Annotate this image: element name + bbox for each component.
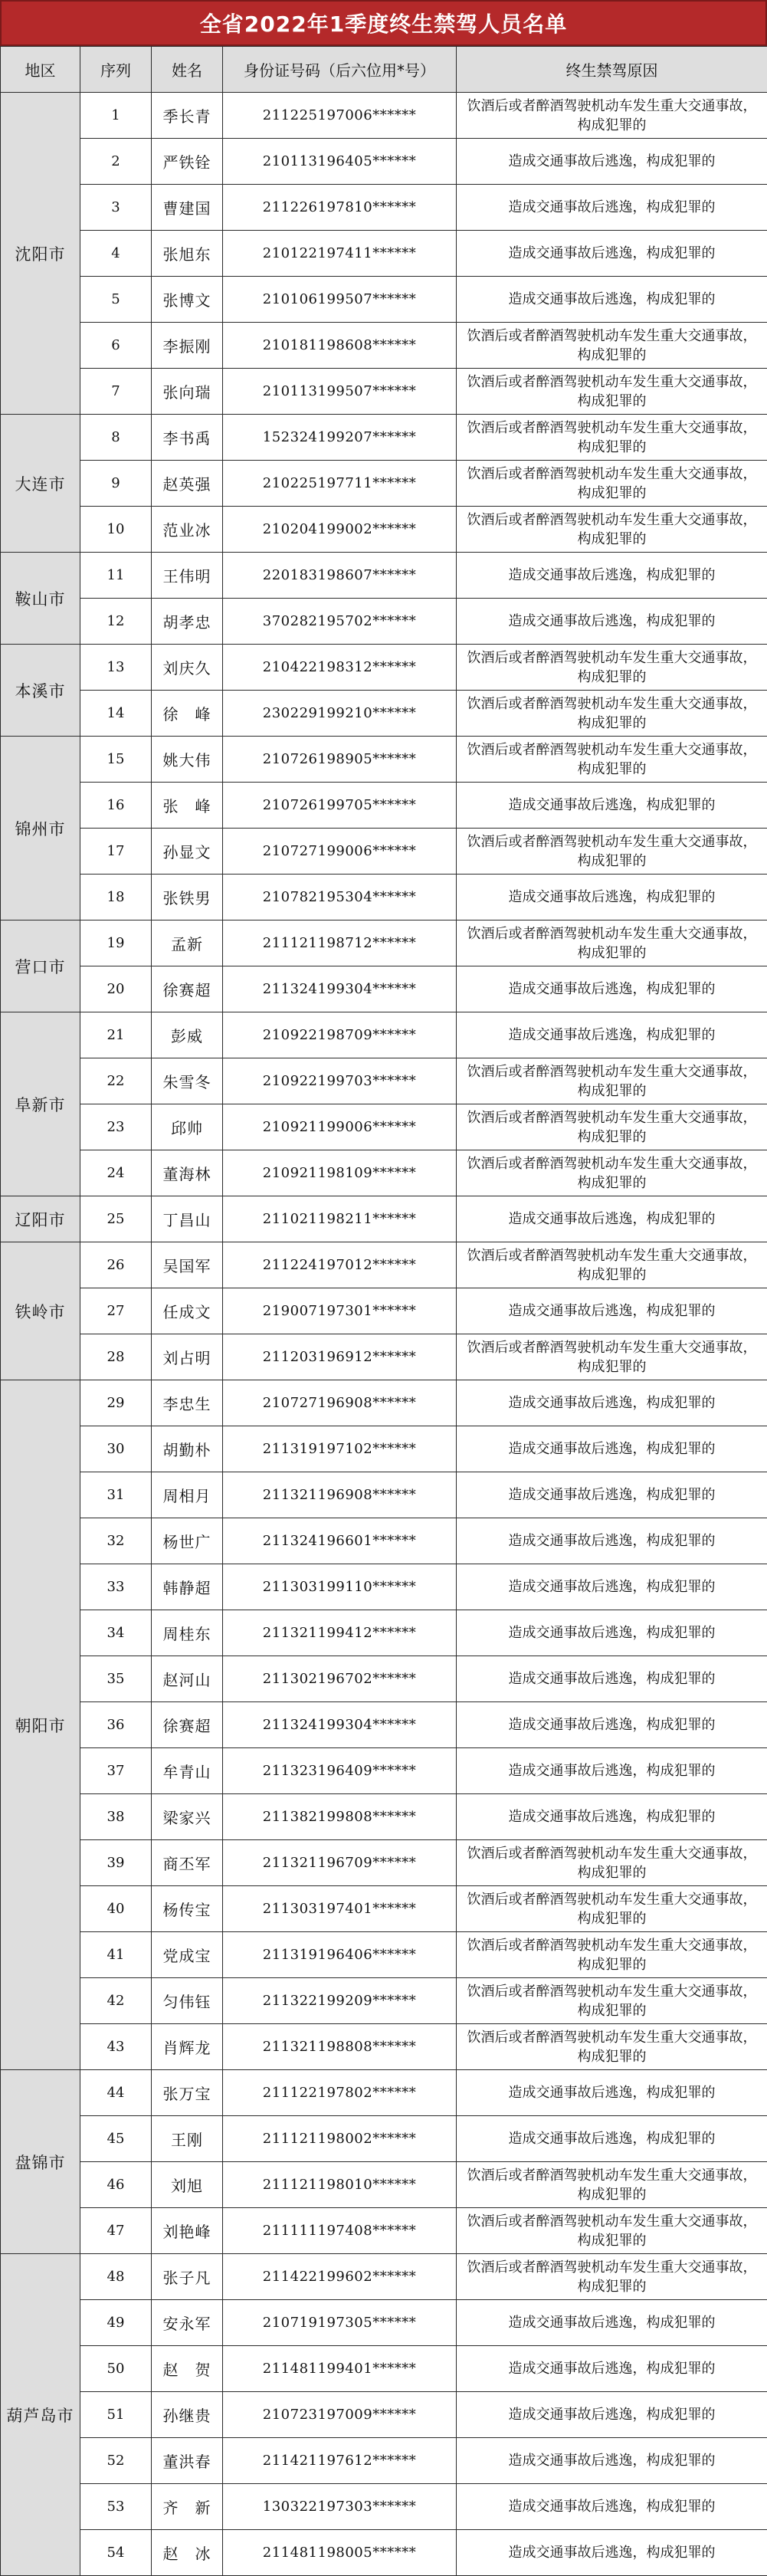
region-cell: 葫芦岛市 <box>1 2254 80 2576</box>
reason-cell: 饮酒后或者醉酒驾驶机动车发生重大交通事故，构成犯罪的 <box>457 1978 767 2024</box>
no-cell: 16 <box>80 783 152 829</box>
no-cell: 13 <box>80 645 152 691</box>
reason-cell: 造成交通事故后逃逸，构成犯罪的 <box>457 1196 767 1242</box>
region-cell: 辽阳市 <box>1 1196 80 1242</box>
id-cell: 210727196908****** <box>223 1380 457 1426</box>
reason-cell: 饮酒后或者醉酒驾驶机动车发生重大交通事故，构成犯罪的 <box>457 920 767 966</box>
no-cell: 31 <box>80 1472 152 1518</box>
id-cell: 211319196406****** <box>223 1932 457 1978</box>
name-cell: 刘旭 <box>152 2162 223 2208</box>
id-cell: 211121198010****** <box>223 2162 457 2208</box>
reason-cell: 造成交通事故后逃逸，构成犯罪的 <box>457 1426 767 1472</box>
reason-cell: 造成交通事故后逃逸，构成犯罪的 <box>457 231 767 277</box>
table-row <box>1 1978 767 2024</box>
reason-cell: 造成交通事故后逃逸，构成犯罪的 <box>457 2530 767 2576</box>
name-cell: 匀伟钰 <box>152 1978 223 2024</box>
name-cell: 李忠生 <box>152 1380 223 1426</box>
table-header <box>1 47 767 93</box>
no-cell: 19 <box>80 920 152 966</box>
no-cell: 29 <box>80 1380 152 1426</box>
region-cell: 大连市 <box>1 415 80 553</box>
no-cell: 4 <box>80 231 152 277</box>
header-region: 地区 <box>1 47 80 93</box>
name-cell: 邱帅 <box>152 1104 223 1150</box>
no-cell: 12 <box>80 599 152 645</box>
table-row <box>1 1656 767 1702</box>
no-cell: 53 <box>80 2484 152 2530</box>
name-cell: 赵 贺 <box>152 2346 223 2392</box>
header-no: 序列 <box>80 47 152 93</box>
header-row <box>1 47 767 93</box>
table-row <box>1 1012 767 1058</box>
id-cell: 210723197009****** <box>223 2392 457 2438</box>
table-row <box>1 369 767 415</box>
name-cell: 王刚 <box>152 2116 223 2162</box>
id-cell: 211421197612****** <box>223 2438 457 2484</box>
reason-cell: 饮酒后或者醉酒驾驶机动车发生重大交通事故，构成犯罪的 <box>457 645 767 691</box>
id-cell: 211121198712****** <box>223 920 457 966</box>
name-cell: 徐赛超 <box>152 1702 223 1748</box>
reason-cell: 造成交通事故后逃逸，构成犯罪的 <box>457 2300 767 2346</box>
region-cell: 阜新市 <box>1 1012 80 1196</box>
reason-cell: 造成交通事故后逃逸，构成犯罪的 <box>457 2392 767 2438</box>
id-cell: 210122197411****** <box>223 231 457 277</box>
id-cell: 211323196409****** <box>223 1748 457 1794</box>
no-cell: 36 <box>80 1702 152 1748</box>
reason-cell: 造成交通事故后逃逸，构成犯罪的 <box>457 2346 767 2392</box>
table-row <box>1 1150 767 1196</box>
no-cell: 17 <box>80 829 152 875</box>
no-cell: 34 <box>80 1610 152 1656</box>
reason-cell: 饮酒后或者醉酒驾驶机动车发生重大交通事故，构成犯罪的 <box>457 1334 767 1380</box>
reason-cell: 造成交通事故后逃逸，构成犯罪的 <box>457 1288 767 1334</box>
table-row <box>1 1886 767 1932</box>
name-cell: 齐 新 <box>152 2484 223 2530</box>
name-cell: 安永军 <box>152 2300 223 2346</box>
reason-cell: 造成交通事故后逃逸，构成犯罪的 <box>457 1748 767 1794</box>
name-cell: 赵英强 <box>152 461 223 507</box>
table-row <box>1 185 767 231</box>
table-row <box>1 1610 767 1656</box>
name-cell: 范业冰 <box>152 507 223 553</box>
id-cell: 211303197401****** <box>223 1886 457 1932</box>
no-cell: 24 <box>80 1150 152 1196</box>
name-cell: 孙继贵 <box>152 2392 223 2438</box>
reason-cell: 造成交通事故后逃逸，构成犯罪的 <box>457 1472 767 1518</box>
id-cell: 211111197408****** <box>223 2208 457 2254</box>
id-cell: 211322199209****** <box>223 1978 457 2024</box>
id-cell: 210782195304****** <box>223 875 457 920</box>
no-cell: 18 <box>80 875 152 920</box>
name-cell: 张万宝 <box>152 2070 223 2116</box>
no-cell: 11 <box>80 553 152 599</box>
reason-cell: 造成交通事故后逃逸，构成犯罪的 <box>457 599 767 645</box>
no-cell: 28 <box>80 1334 152 1380</box>
region-cell: 铁岭市 <box>1 1242 80 1380</box>
no-cell: 45 <box>80 2116 152 2162</box>
name-cell: 商丕军 <box>152 1840 223 1886</box>
id-cell: 211203196912****** <box>223 1334 457 1380</box>
reason-cell: 饮酒后或者醉酒驾驶机动车发生重大交通事故，构成犯罪的 <box>457 1840 767 1886</box>
name-cell: 胡孝忠 <box>152 599 223 645</box>
no-cell: 41 <box>80 1932 152 1978</box>
name-cell: 刘占明 <box>152 1334 223 1380</box>
table-row <box>1 1748 767 1794</box>
id-cell: 230229199210****** <box>223 691 457 737</box>
reason-cell: 造成交通事故后逃逸，构成犯罪的 <box>457 1610 767 1656</box>
id-cell: 211021198211****** <box>223 1196 457 1242</box>
id-cell: 211382199808****** <box>223 1794 457 1840</box>
id-cell: 220183198607****** <box>223 553 457 599</box>
reason-cell: 造成交通事故后逃逸，构成犯罪的 <box>457 1564 767 1610</box>
id-cell: 211121198002****** <box>223 2116 457 2162</box>
table-row <box>1 1104 767 1150</box>
name-cell: 王伟明 <box>152 553 223 599</box>
name-cell: 张子凡 <box>152 2254 223 2300</box>
table-body <box>1 93 767 2576</box>
id-cell: 210922199703****** <box>223 1058 457 1104</box>
table-row <box>1 1288 767 1334</box>
no-cell: 47 <box>80 2208 152 2254</box>
table-row <box>1 1058 767 1104</box>
id-cell: 211321196908****** <box>223 1472 457 1518</box>
table-row <box>1 2116 767 2162</box>
page-title: 全省2022年1季度终生禁驾人员名单 <box>0 0 767 46</box>
id-cell: 130322197303****** <box>223 2484 457 2530</box>
name-cell: 胡勤朴 <box>152 1426 223 1472</box>
table-row <box>1 1794 767 1840</box>
table-row <box>1 1472 767 1518</box>
id-cell: 211225197006****** <box>223 93 457 139</box>
id-cell: 210922198709****** <box>223 1012 457 1058</box>
table-row <box>1 2392 767 2438</box>
no-cell: 9 <box>80 461 152 507</box>
id-cell: 211321196709****** <box>223 1840 457 1886</box>
no-cell: 38 <box>80 1794 152 1840</box>
reason-cell: 造成交通事故后逃逸，构成犯罪的 <box>457 139 767 185</box>
name-cell: 丁昌山 <box>152 1196 223 1242</box>
region-cell: 营口市 <box>1 920 80 1012</box>
no-cell: 15 <box>80 737 152 783</box>
name-cell: 刘庆久 <box>152 645 223 691</box>
no-cell: 10 <box>80 507 152 553</box>
table-row <box>1 875 767 920</box>
table-row <box>1 2070 767 2116</box>
id-cell: 210113196405****** <box>223 139 457 185</box>
no-cell: 42 <box>80 1978 152 2024</box>
no-cell: 54 <box>80 2530 152 2576</box>
name-cell: 周桂东 <box>152 1610 223 1656</box>
name-cell: 张旭东 <box>152 231 223 277</box>
table-row <box>1 231 767 277</box>
reason-cell: 造成交通事故后逃逸，构成犯罪的 <box>457 875 767 920</box>
reason-cell: 造成交通事故后逃逸，构成犯罪的 <box>457 2116 767 2162</box>
no-cell: 2 <box>80 139 152 185</box>
table-row <box>1 323 767 369</box>
no-cell: 51 <box>80 2392 152 2438</box>
reason-cell: 饮酒后或者醉酒驾驶机动车发生重大交通事故，构成犯罪的 <box>457 369 767 415</box>
no-cell: 30 <box>80 1426 152 1472</box>
id-cell: 211422199602****** <box>223 2254 457 2300</box>
table-row <box>1 645 767 691</box>
reason-cell: 造成交通事故后逃逸，构成犯罪的 <box>457 185 767 231</box>
id-cell: 211224197012****** <box>223 1242 457 1288</box>
table-row <box>1 1380 767 1426</box>
name-cell: 赵 冰 <box>152 2530 223 2576</box>
reason-cell: 造成交通事故后逃逸，构成犯罪的 <box>457 2070 767 2116</box>
table-row <box>1 1242 767 1288</box>
name-cell: 周相月 <box>152 1472 223 1518</box>
no-cell: 26 <box>80 1242 152 1288</box>
reason-cell: 饮酒后或者醉酒驾驶机动车发生重大交通事故，构成犯罪的 <box>457 2162 767 2208</box>
name-cell: 张铁男 <box>152 875 223 920</box>
table-row <box>1 277 767 323</box>
reason-cell: 造成交通事故后逃逸，构成犯罪的 <box>457 783 767 829</box>
reason-cell: 饮酒后或者醉酒驾驶机动车发生重大交通事故，构成犯罪的 <box>457 1058 767 1104</box>
no-cell: 49 <box>80 2300 152 2346</box>
region-cell: 沈阳市 <box>1 93 80 415</box>
name-cell: 彭威 <box>152 1012 223 1058</box>
name-cell: 杨世广 <box>152 1518 223 1564</box>
table-row <box>1 415 767 461</box>
id-cell: 219007197301****** <box>223 1288 457 1334</box>
no-cell: 40 <box>80 1886 152 1932</box>
table-row <box>1 1840 767 1886</box>
reason-cell: 造成交通事故后逃逸，构成犯罪的 <box>457 277 767 323</box>
id-cell: 210204199002****** <box>223 507 457 553</box>
id-cell: 211324196601****** <box>223 1518 457 1564</box>
no-cell: 27 <box>80 1288 152 1334</box>
no-cell: 7 <box>80 369 152 415</box>
table-row <box>1 2254 767 2300</box>
reason-cell: 造成交通事故后逃逸，构成犯罪的 <box>457 966 767 1012</box>
no-cell: 22 <box>80 1058 152 1104</box>
no-cell: 46 <box>80 2162 152 2208</box>
name-cell: 孟新 <box>152 920 223 966</box>
name-cell: 李书禹 <box>152 415 223 461</box>
table-row <box>1 2300 767 2346</box>
reason-cell: 造成交通事故后逃逸，构成犯罪的 <box>457 1656 767 1702</box>
name-cell: 韩静超 <box>152 1564 223 1610</box>
no-cell: 23 <box>80 1104 152 1150</box>
reason-cell: 造成交通事故后逃逸，构成犯罪的 <box>457 553 767 599</box>
reason-cell: 造成交通事故后逃逸，构成犯罪的 <box>457 1794 767 1840</box>
no-cell: 48 <box>80 2254 152 2300</box>
reason-cell: 饮酒后或者醉酒驾驶机动车发生重大交通事故，构成犯罪的 <box>457 461 767 507</box>
id-cell: 210719197305****** <box>223 2300 457 2346</box>
id-cell: 211324199304****** <box>223 1702 457 1748</box>
id-cell: 211481198005****** <box>223 2530 457 2576</box>
name-cell: 任成文 <box>152 1288 223 1334</box>
header-id: 身份证号码（后六位用*号） <box>223 47 457 93</box>
id-cell: 210181198608****** <box>223 323 457 369</box>
reason-cell: 饮酒后或者醉酒驾驶机动车发生重大交通事故，构成犯罪的 <box>457 2208 767 2254</box>
name-cell: 季长青 <box>152 93 223 139</box>
table-row <box>1 920 767 966</box>
name-cell: 徐 峰 <box>152 691 223 737</box>
reason-cell: 饮酒后或者醉酒驾驶机动车发生重大交通事故，构成犯罪的 <box>457 1886 767 1932</box>
no-cell: 39 <box>80 1840 152 1886</box>
id-cell: 210726199705****** <box>223 783 457 829</box>
name-cell: 牟青山 <box>152 1748 223 1794</box>
table-row <box>1 1334 767 1380</box>
name-cell: 姚大伟 <box>152 737 223 783</box>
id-cell: 210726198905****** <box>223 737 457 783</box>
reason-cell: 饮酒后或者醉酒驾驶机动车发生重大交通事故，构成犯罪的 <box>457 415 767 461</box>
reason-cell: 饮酒后或者醉酒驾驶机动车发生重大交通事故，构成犯罪的 <box>457 93 767 139</box>
id-cell: 210727199006****** <box>223 829 457 875</box>
reason-cell: 造成交通事故后逃逸，构成犯罪的 <box>457 2484 767 2530</box>
name-cell: 严铁铨 <box>152 139 223 185</box>
name-cell: 张 峰 <box>152 783 223 829</box>
table-row <box>1 783 767 829</box>
reason-cell: 饮酒后或者醉酒驾驶机动车发生重大交通事故，构成犯罪的 <box>457 1242 767 1288</box>
no-cell: 3 <box>80 185 152 231</box>
reason-cell: 饮酒后或者醉酒驾驶机动车发生重大交通事故，构成犯罪的 <box>457 829 767 875</box>
table-row <box>1 2208 767 2254</box>
no-cell: 52 <box>80 2438 152 2484</box>
name-cell: 张博文 <box>152 277 223 323</box>
banned-drivers-table <box>0 46 767 2576</box>
reason-cell: 饮酒后或者醉酒驾驶机动车发生重大交通事故，构成犯罪的 <box>457 1932 767 1978</box>
name-cell: 朱雪冬 <box>152 1058 223 1104</box>
reason-cell: 饮酒后或者醉酒驾驶机动车发生重大交通事故，构成犯罪的 <box>457 737 767 783</box>
id-cell: 211321199412****** <box>223 1610 457 1656</box>
id-cell: 211122197802****** <box>223 2070 457 2116</box>
reason-cell: 造成交通事故后逃逸，构成犯罪的 <box>457 1518 767 1564</box>
table-row <box>1 691 767 737</box>
id-cell: 211321198808****** <box>223 2024 457 2070</box>
table-row <box>1 2024 767 2070</box>
id-cell: 211319197102****** <box>223 1426 457 1472</box>
id-cell: 210113199507****** <box>223 369 457 415</box>
region-cell: 本溪市 <box>1 645 80 737</box>
table-row <box>1 599 767 645</box>
region-cell: 锦州市 <box>1 737 80 920</box>
header-name: 姓名 <box>152 47 223 93</box>
id-cell: 210921199006****** <box>223 1104 457 1150</box>
id-cell: 211481199401****** <box>223 2346 457 2392</box>
no-cell: 43 <box>80 2024 152 2070</box>
name-cell: 孙显文 <box>152 829 223 875</box>
name-cell: 董洪春 <box>152 2438 223 2484</box>
table-row <box>1 1426 767 1472</box>
name-cell: 刘艳峰 <box>152 2208 223 2254</box>
no-cell: 32 <box>80 1518 152 1564</box>
table-row <box>1 1932 767 1978</box>
table-row <box>1 966 767 1012</box>
name-cell: 徐赛超 <box>152 966 223 1012</box>
table-row <box>1 1702 767 1748</box>
name-cell: 杨传宝 <box>152 1886 223 1932</box>
name-cell: 党成宝 <box>152 1932 223 1978</box>
reason-cell: 造成交通事故后逃逸，构成犯罪的 <box>457 1012 767 1058</box>
id-cell: 210225197711****** <box>223 461 457 507</box>
name-cell: 梁家兴 <box>152 1794 223 1840</box>
table-row <box>1 93 767 139</box>
no-cell: 35 <box>80 1656 152 1702</box>
id-cell: 370282195702****** <box>223 599 457 645</box>
no-cell: 6 <box>80 323 152 369</box>
table-row <box>1 553 767 599</box>
id-cell: 211302196702****** <box>223 1656 457 1702</box>
table-row <box>1 829 767 875</box>
table-row <box>1 2346 767 2392</box>
reason-cell: 饮酒后或者醉酒驾驶机动车发生重大交通事故，构成犯罪的 <box>457 1150 767 1196</box>
reason-cell: 饮酒后或者醉酒驾驶机动车发生重大交通事故，构成犯罪的 <box>457 2254 767 2300</box>
table-row <box>1 507 767 553</box>
region-cell: 盘锦市 <box>1 2070 80 2254</box>
no-cell: 8 <box>80 415 152 461</box>
id-cell: 211303199110****** <box>223 1564 457 1610</box>
no-cell: 33 <box>80 1564 152 1610</box>
no-cell: 20 <box>80 966 152 1012</box>
table-row <box>1 737 767 783</box>
name-cell: 张向瑞 <box>152 369 223 415</box>
reason-cell: 饮酒后或者醉酒驾驶机动车发生重大交通事故，构成犯罪的 <box>457 507 767 553</box>
name-cell: 李振刚 <box>152 323 223 369</box>
id-cell: 211226197810****** <box>223 185 457 231</box>
region-cell: 朝阳市 <box>1 1380 80 2070</box>
id-cell: 152324199207****** <box>223 415 457 461</box>
no-cell: 50 <box>80 2346 152 2392</box>
reason-cell: 饮酒后或者醉酒驾驶机动车发生重大交通事故，构成犯罪的 <box>457 2024 767 2070</box>
table-row <box>1 1518 767 1564</box>
reason-cell: 造成交通事故后逃逸，构成犯罪的 <box>457 2438 767 2484</box>
id-cell: 211324199304****** <box>223 966 457 1012</box>
name-cell: 肖辉龙 <box>152 2024 223 2070</box>
reason-cell: 饮酒后或者醉酒驾驶机动车发生重大交通事故，构成犯罪的 <box>457 1104 767 1150</box>
table-row <box>1 1196 767 1242</box>
region-cell: 鞍山市 <box>1 553 80 645</box>
no-cell: 37 <box>80 1748 152 1794</box>
no-cell: 44 <box>80 2070 152 2116</box>
no-cell: 1 <box>80 93 152 139</box>
id-cell: 210422198312****** <box>223 645 457 691</box>
table-row <box>1 2162 767 2208</box>
no-cell: 21 <box>80 1012 152 1058</box>
name-cell: 吴国军 <box>152 1242 223 1288</box>
table-row <box>1 2484 767 2530</box>
table-row <box>1 1564 767 1610</box>
reason-cell: 饮酒后或者醉酒驾驶机动车发生重大交通事故，构成犯罪的 <box>457 323 767 369</box>
table-row <box>1 461 767 507</box>
reason-cell: 饮酒后或者醉酒驾驶机动车发生重大交通事故，构成犯罪的 <box>457 691 767 737</box>
table-row <box>1 2438 767 2484</box>
id-cell: 210921198109****** <box>223 1150 457 1196</box>
name-cell: 赵河山 <box>152 1656 223 1702</box>
reason-cell: 造成交通事故后逃逸，构成犯罪的 <box>457 1380 767 1426</box>
no-cell: 5 <box>80 277 152 323</box>
id-cell: 210106199507****** <box>223 277 457 323</box>
reason-cell: 造成交通事故后逃逸，构成犯罪的 <box>457 1702 767 1748</box>
name-cell: 曹建国 <box>152 185 223 231</box>
name-cell: 董海林 <box>152 1150 223 1196</box>
no-cell: 14 <box>80 691 152 737</box>
table-row <box>1 2530 767 2576</box>
table-row <box>1 139 767 185</box>
header-reason: 终生禁驾原因 <box>457 47 767 93</box>
no-cell: 25 <box>80 1196 152 1242</box>
